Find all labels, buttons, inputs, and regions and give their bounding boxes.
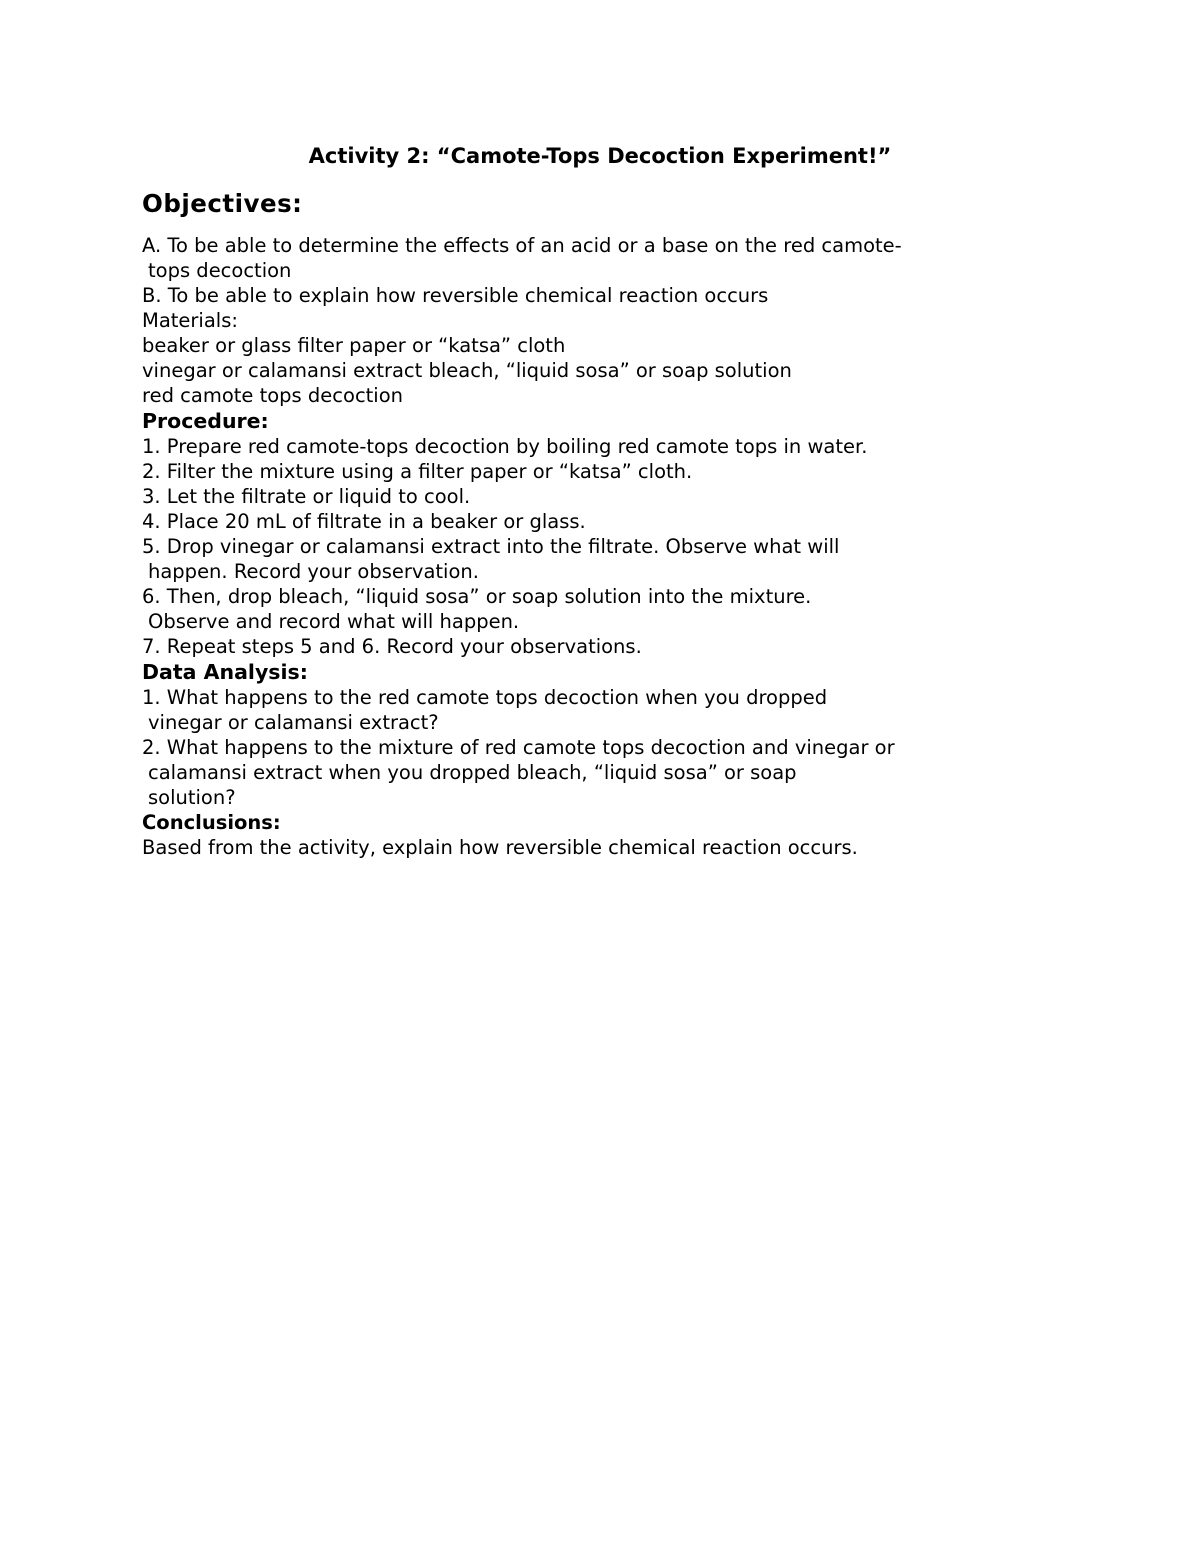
materials-line: red camote tops decoction	[142, 384, 404, 407]
materials-label: Materials:	[142, 309, 238, 332]
conclusions-heading: Conclusions:	[142, 811, 281, 834]
objective-line: B. To be able to explain how reversible chemical reaction occurs	[142, 284, 769, 307]
conclusions-line: Based from the activity, explain how reversible chemical reaction occurs.	[142, 836, 858, 859]
analysis-question: 1. What happens to the red camote tops decoction when you dropped	[142, 686, 828, 709]
procedure-step: Observe and record what will happen.	[148, 610, 520, 633]
procedure-step: 2. Filter the mixture using a filter paper or “katsa” cloth.	[142, 460, 693, 483]
objective-line: tops decoction	[148, 259, 292, 282]
data-analysis-heading: Data Analysis:	[142, 660, 308, 684]
objective-line: A. To be able to determine the effects of an acid or a base on the red camote-	[142, 234, 902, 257]
materials-line: vinegar or calamansi extract bleach, “liquid sosa” or soap solution	[142, 359, 792, 382]
procedure-heading: Procedure:	[142, 409, 269, 433]
procedure-step: 7. Repeat steps 5 and 6. Record your observations.	[142, 635, 642, 658]
document-title: Activity 2: “Camote-Tops Decoction Experiment!”	[308, 144, 892, 168]
analysis-question: 2. What happens to the mixture of red camote tops decoction and vinegar or	[142, 736, 895, 759]
procedure-step: 3. Let the filtrate or liquid to cool.	[142, 485, 471, 508]
procedure-step: 4. Place 20 mL of filtrate in a beaker or glass.	[142, 510, 586, 533]
procedure-step: 1. Prepare red camote-tops decoction by boiling red camote tops in water.	[142, 435, 868, 458]
analysis-question: calamansi extract when you dropped bleach, “liquid sosa” or soap	[148, 761, 797, 784]
analysis-question: solution?	[148, 786, 236, 809]
objectives-heading: Objectives:	[142, 189, 303, 218]
procedure-step: 6. Then, drop bleach, “liquid sosa” or soap solution into the mixture.	[142, 585, 812, 608]
procedure-step: happen. Record your observation.	[148, 560, 479, 583]
document-body	[142, 187, 1142, 860]
analysis-question: vinegar or calamansi extract?	[148, 711, 439, 734]
materials-line: beaker or glass filter paper or “katsa” cloth	[142, 334, 566, 357]
procedure-step: 5. Drop vinegar or calamansi extract into the filtrate. Observe what will	[142, 535, 840, 558]
